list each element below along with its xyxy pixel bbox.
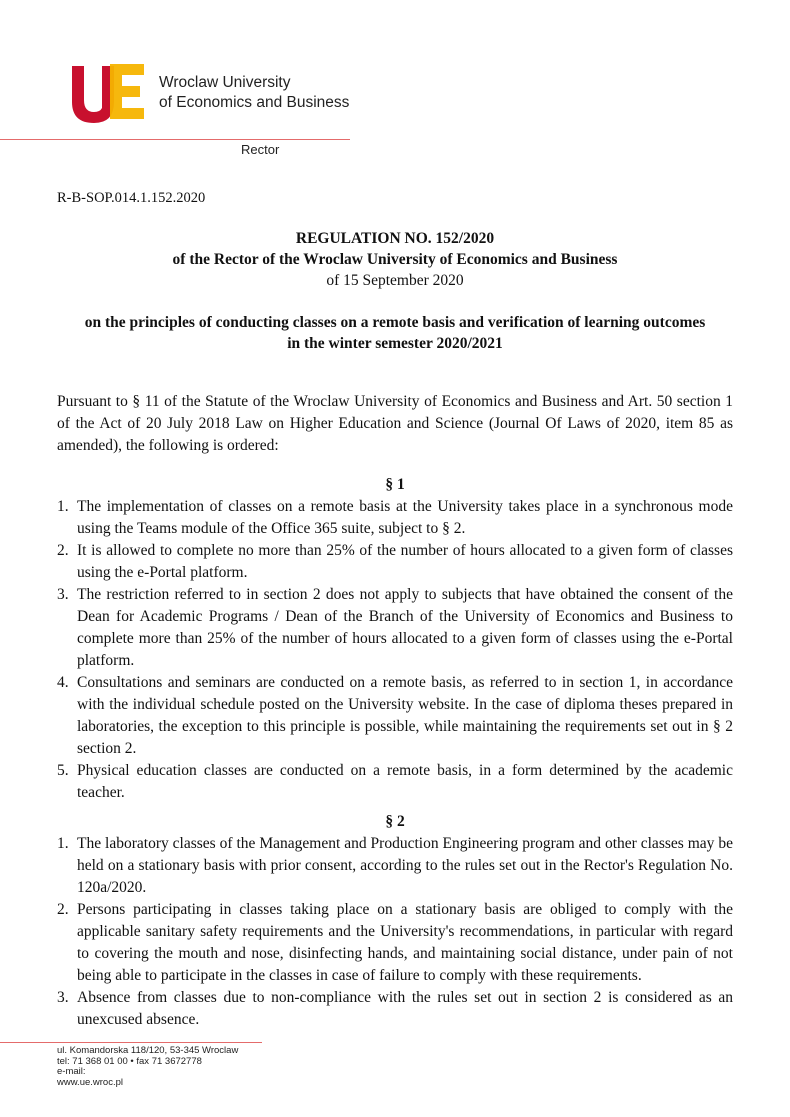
footer-divider bbox=[0, 1042, 262, 1043]
subject-line1: on the principles of conducting classes on a remote basis and verification of learning outcomes bbox=[84, 314, 706, 331]
list-item bbox=[57, 584, 733, 672]
subject-line2: in the winter semester 2020/2021 bbox=[287, 335, 503, 352]
university-name-line1: Wroclaw University bbox=[159, 74, 291, 91]
university-name-line2: of Economics and Business bbox=[159, 94, 350, 111]
document-subject bbox=[57, 312, 733, 354]
item-text: Absence from classes due to non-compliance with the rules set out in section 2 is considered as an unexcused absence. bbox=[77, 989, 733, 1028]
header-divider bbox=[0, 139, 350, 140]
item-number: 5. bbox=[57, 762, 69, 779]
item-text: Persons participating in classes taking place on a stationary basis are obliged to comply with the applicable sanitary safety requirements and the University's recommendations, in particular with regard to covering the mouth and nose, disinfecting hands, and maintaining social distance, under pain of not being able to participate in the classes in case of failure to comply with these requirements. bbox=[77, 901, 733, 984]
ue-logo-icon bbox=[70, 62, 146, 124]
item-text: Physical education classes are conducted on a remote basis, in a form determined by the academic teacher. bbox=[77, 762, 733, 801]
reference-number: R-B-SOP.014.1.152.2020 bbox=[57, 190, 206, 206]
date-line: of 15 September 2020 bbox=[326, 272, 464, 289]
item-text: Consultations and seminars are conducted on a remote basis, as referred to in section 1, in accordance with the individual schedule posted on the University website. In the case of diploma theses prepared in laboratories, the exception to this principle is possible, while maintaining the requirements set out in § 2 section 2. bbox=[77, 674, 733, 757]
item-text: The restriction referred to in section 2 does not apply to subjects that have obtained the consent of the Dean for Academic Programs / Dean of the Branch of the University of Economics and Business to complete more than 25% of the number of hours allocated to a given form of classes using the e-Portal platform. bbox=[77, 586, 733, 669]
section2-list bbox=[57, 833, 733, 1031]
footer-contact bbox=[57, 1046, 238, 1088]
title-line2: of the Rector of the Wroclaw University of Economics and Business bbox=[172, 251, 618, 268]
footer-email: e-mail: bbox=[57, 1066, 86, 1077]
title-line1: REGULATION NO. 152/2020 bbox=[295, 230, 495, 247]
list-item bbox=[57, 540, 733, 584]
section1-list bbox=[57, 496, 733, 804]
list-item bbox=[57, 833, 733, 899]
item-number: 3. bbox=[57, 586, 69, 603]
list-item bbox=[57, 672, 733, 760]
footer-phone: tel: 71 368 01 00 • fax 71 3672778 bbox=[57, 1055, 202, 1067]
item-number: 1. bbox=[57, 835, 69, 852]
university-name bbox=[159, 73, 349, 113]
footer-website: www.ue.wroc.pl bbox=[57, 1076, 123, 1088]
document-title bbox=[57, 228, 733, 291]
list-item bbox=[57, 760, 733, 804]
item-number: 4. bbox=[57, 674, 69, 691]
item-text: It is allowed to complete no more than 25% of the number of hours allocated to a given form of classes using the e-Portal platform. bbox=[77, 542, 733, 581]
footer-address: ul. Komandorska 118/120, 53-345 Wroclaw bbox=[57, 1045, 239, 1056]
item-text: The implementation of classes on a remote basis at the University takes place in a synchronous mode using the Teams module of the Office 365 suite, subject to § 2. bbox=[77, 498, 733, 537]
item-number: 2. bbox=[57, 901, 69, 918]
item-text: The laboratory classes of the Management and Production Engineering program and other classes may be held on a stationary basis with prior consent, according to the rules set out in the Rector's Regulation No. 120a/2020. bbox=[77, 835, 733, 896]
list-item bbox=[57, 987, 733, 1031]
item-number: 3. bbox=[57, 989, 69, 1006]
unit-label: Rector bbox=[241, 142, 280, 157]
intro-paragraph: Pursuant to § 11 of the Statute of the Wroclaw University of Economics and Business and Art. 50 section 1 of the Act of 20 July 2018 Law on Higher Education and Science (Journal Of Laws of 2020, item 85 as amended), the following is ordered: bbox=[57, 393, 733, 454]
list-item bbox=[57, 496, 733, 540]
item-number: 2. bbox=[57, 542, 69, 559]
section2-heading: § 2 bbox=[385, 813, 405, 830]
item-number: 1. bbox=[57, 498, 69, 515]
section1-heading: § 1 bbox=[385, 476, 405, 493]
list-item bbox=[57, 899, 733, 987]
